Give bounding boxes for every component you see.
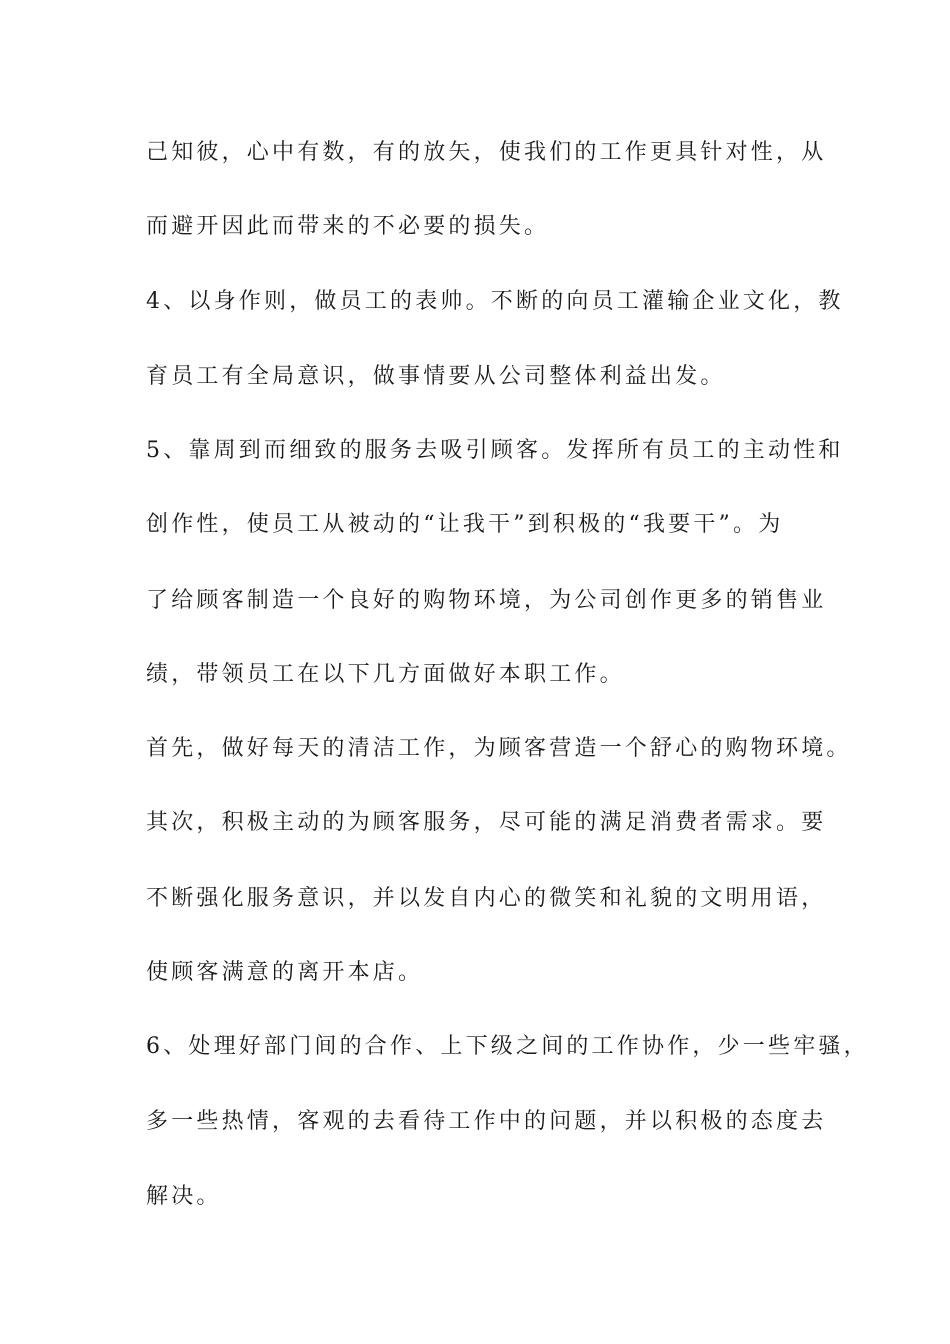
- text-line: 6、处理好部门间的合作、上下级之间的工作协作，少一些牢骚，: [146, 1034, 869, 1059]
- text-line: 不断强化服务意识，并以发自内心的微笑和礼貌的文明用语，: [146, 886, 827, 911]
- text-line: 多一些热情，客观的去看待工作中的问题，并以积极的态度去: [146, 1109, 827, 1134]
- text-line: 创作性，使员工从被动的“让我干”到积极的“我要干”。为: [146, 512, 784, 537]
- text-line: 育员工有全局意识，做事情要从公司整体利益出发。: [146, 364, 726, 389]
- text-line: 5、靠周到而细致的服务去吸引顾客。发挥所有员工的主动性和: [146, 438, 844, 463]
- text-line: 而避开因此而带来的不必要的损失。: [146, 214, 550, 239]
- text-line: 了给顾客制造一个良好的购物环境，为公司创作更多的销售业: [146, 588, 827, 613]
- text-line: 首先，做好每天的清洁工作，为顾客营造一个舒心的购物环境。: [146, 736, 852, 761]
- text-line: 使顾客满意的离开本店。: [146, 960, 424, 985]
- text-line: 4、以身作则，做员工的表帅。不断的向员工灌输企业文化，教: [146, 289, 844, 314]
- text-line: 绩，带领员工在以下几方面做好本职工作。: [146, 662, 625, 687]
- text-line: 解决。: [146, 1184, 222, 1209]
- text-line: 己知彼，心中有数，有的放矢，使我们的工作更具针对性，从: [146, 140, 827, 165]
- text-line: 其次，积极主动的为顾客服务，尽可能的满足消费者需求。要: [146, 810, 827, 835]
